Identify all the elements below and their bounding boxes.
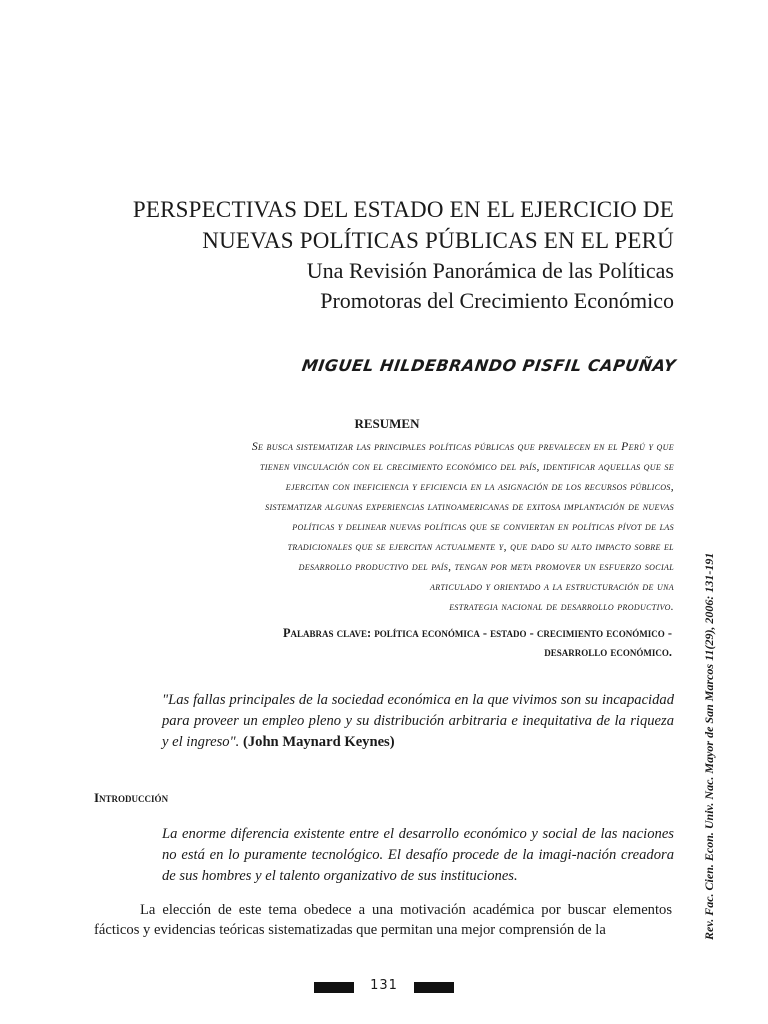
footer-bar-right xyxy=(414,982,454,993)
abstract-line: ejercitan con ineficiencia y eficiencia en la asignación de los recursos públicos, xyxy=(285,480,674,493)
side-citation-text: Rev. Fac. Cien. Econ. Univ. Nac. Mayor de San Marcos 11(29), 2006: 131-191 xyxy=(702,552,716,940)
keywords xyxy=(152,624,672,662)
abstract-line: sistematizar algunas experiencias latinoamericanas de exitosa implantación de nuevas xyxy=(265,500,674,513)
subtitle-line-2: Promotoras del Crecimiento Económico xyxy=(320,288,674,313)
introduccion-epigraph: La enorme diferencia existente entre el desarrollo económico y social de las naciones no está en lo puramente tecnológico. El desafío procede de la imagi-nación creadora de sus hombres y el talento organizativo de sus instituciones. xyxy=(162,826,674,884)
page-footer xyxy=(0,978,768,998)
quote-author: (John Maynard Keynes) xyxy=(242,734,395,750)
introduccion-heading: Introducción xyxy=(94,790,169,805)
title-line-1: PERSPECTIVAS DEL ESTADO EN EL EJERCICIO DE xyxy=(132,197,674,222)
abstract-line: tienen vinculación con el crecimiento económico del país, identificar aquellas que se xyxy=(259,460,674,473)
quote-text: "Las fallas principales de la sociedad económica en la que vivimos son su incapacidad para proveer un empleo pleno y su distribución arbitraria e inequitativa de la riqueza y el ingreso". xyxy=(162,692,674,750)
keynes-quote xyxy=(162,690,674,753)
abstract-line: Se busca sistematizar las principales políticas públicas que prevalecen en el Perú y que xyxy=(251,440,674,453)
abstract-line: tradicionales que se ejercitan actualmente y, que dado su alto impacto sobre el xyxy=(287,540,674,553)
abstract-line: estrategia nacional de desarrollo productivo. xyxy=(449,600,674,613)
abstract-line: articulado y orientado a la estructuración de una xyxy=(430,580,674,593)
footer-bar-left xyxy=(314,982,354,993)
subtitle-line-1: Una Revisión Panorámica de las Políticas xyxy=(306,258,674,283)
author-name: MIGUEL HILDEBRANDO PISFIL CAPUÑAY xyxy=(300,356,678,375)
title-line-2: NUEVAS POLÍTICAS PÚBLICAS EN EL PERÚ xyxy=(202,228,674,253)
page-number: 131 xyxy=(370,978,398,993)
keywords-line-1: política económica - estado - crecimiento económico - xyxy=(374,626,672,640)
abstract-line: desarrollo productivo del país, tengan por meta promover un esfuerzo social xyxy=(298,560,674,573)
keywords-label: Palabras clave: xyxy=(282,626,372,640)
keywords-line-2: desarrollo económico. xyxy=(544,645,672,659)
abstract-line: políticas y delinear nuevas políticas que se conviertan en políticas pívot de las xyxy=(292,520,674,533)
body-paragraph: La elección de este tema obedece a una motivación académica por buscar elementos fácticos y evidencias teóricas sistematizadas que permitan una mejor comprensión de la xyxy=(94,902,672,938)
article-title xyxy=(54,194,674,316)
resumen-heading: RESUMEN xyxy=(354,416,420,431)
